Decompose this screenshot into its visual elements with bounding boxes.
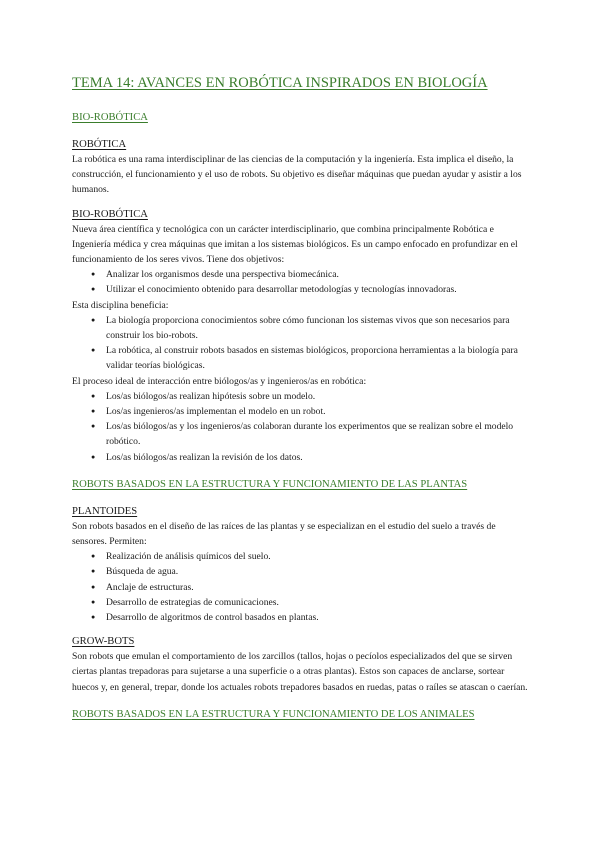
list-item: ● Utilizar el conocimiento obtenido para desarrollar metodologías y tecnologías innovadoras. bbox=[106, 282, 528, 297]
section-heading-bio-robotica: BIO-ROBÓTICA bbox=[72, 112, 148, 123]
bio-robotica-intro: Nueva área científica y tecnológica con un carácter interdisciplinario, que combina principalmente Robótica e Ingeniería médica y crea máquinas que imitan a los sistemas biológicos. Es un campo enfocado en profundizar en el funcionamiento de los seres vivos. Tiene dos objetivos: bbox=[72, 223, 518, 266]
list-item: ● Anclaje de estructuras. bbox=[106, 580, 528, 595]
proceso-list bbox=[72, 389, 528, 465]
subheading-bio-robotica: BIO-ROBÓTICA bbox=[72, 208, 148, 220]
list-item: ● La robótica, al construir robots basados en sistemas biológicos, proporciona herramientas a la biología para validar teorías biológicas. bbox=[106, 343, 528, 373]
objetivos-list bbox=[72, 267, 528, 297]
list-item: ● Analizar los organismos desde una perspectiva biomecánica. bbox=[106, 267, 528, 282]
beneficia-label: Esta disciplina beneficia: bbox=[72, 299, 169, 311]
list-item: ● Los/as biólogos/as realizan la revisión de los datos. bbox=[106, 450, 528, 465]
beneficia-list bbox=[72, 313, 528, 374]
section-heading-animales: ROBOTS BASADOS EN LA ESTRUCTURA Y FUNCIONAMIENTO DE LOS ANIMALES bbox=[72, 708, 475, 720]
list-item: ● La biología proporciona conocimientos sobre cómo funcionan los sistemas vivos que son necesarios para construir los bio-robots. bbox=[106, 313, 528, 343]
proceso-label: El proceso ideal de interacción entre biólogos/as y ingenieros/as en robótica: bbox=[72, 375, 367, 387]
subheading-plantoides: PLANTOIDES bbox=[72, 505, 138, 517]
document-content bbox=[72, 74, 528, 735]
document-title: TEMA 14: AVANCES EN ROBÓTICA INSPIRADOS EN BIOLOGÍA bbox=[72, 75, 488, 91]
plantoides-list bbox=[72, 549, 528, 625]
list-item: ● Realización de análisis químicos del suelo. bbox=[106, 549, 528, 564]
list-item: ● Búsqueda de agua. bbox=[106, 564, 528, 579]
list-item: ● Los/as ingenieros/as implementan el modelo en un robot. bbox=[106, 404, 528, 419]
grow-bots-paragraph: Son robots que emulan el comportamiento de los zarcillos (tallos, hojas o pecíolos especializados del que se sirven ciertas plantas trepadoras para sujetarse a una superficie o a otras plantas). Estos son capaces de anclarse, sortear huecos y, en general, trepar, donde los actuales robots trepadores basados en ruedas, patas o raíles se atascan o caerían. bbox=[72, 651, 528, 693]
section-heading-plantas: ROBOTS BASADOS EN LA ESTRUCTURA Y FUNCIONAMIENTO DE LAS PLANTAS bbox=[72, 478, 468, 490]
subheading-grow-bots: GROW-BOTS bbox=[72, 636, 135, 648]
list-item: ● Los/as biólogos/as realizan hipótesis sobre un modelo. bbox=[106, 389, 528, 404]
list-item: ● Desarrollo de estrategias de comunicaciones. bbox=[106, 595, 528, 610]
robotica-paragraph: La robótica es una rama interdisciplinar de las ciencias de la computación y la ingeniería. Esta implica el diseño, la construcción, el funcionamiento y el uso de robots. Su objetivo es diseñar máquinas que puedan ayudar y asistir a los humanos. bbox=[72, 154, 522, 196]
subheading-robotica: ROBÓTICA bbox=[72, 139, 127, 150]
list-item: ● Desarrollo de algoritmos de control basados en plantas. bbox=[106, 610, 528, 625]
plantoides-intro: Son robots basados en el diseño de las raíces de las plantas y se especializan en el estudio del suelo a través de sensores. Permiten: bbox=[72, 520, 496, 548]
list-item: ● Los/as biólogos/as y los ingenieros/as colaboran durante los experimentos que se realizan sobre el modelo robótico. bbox=[106, 419, 528, 449]
